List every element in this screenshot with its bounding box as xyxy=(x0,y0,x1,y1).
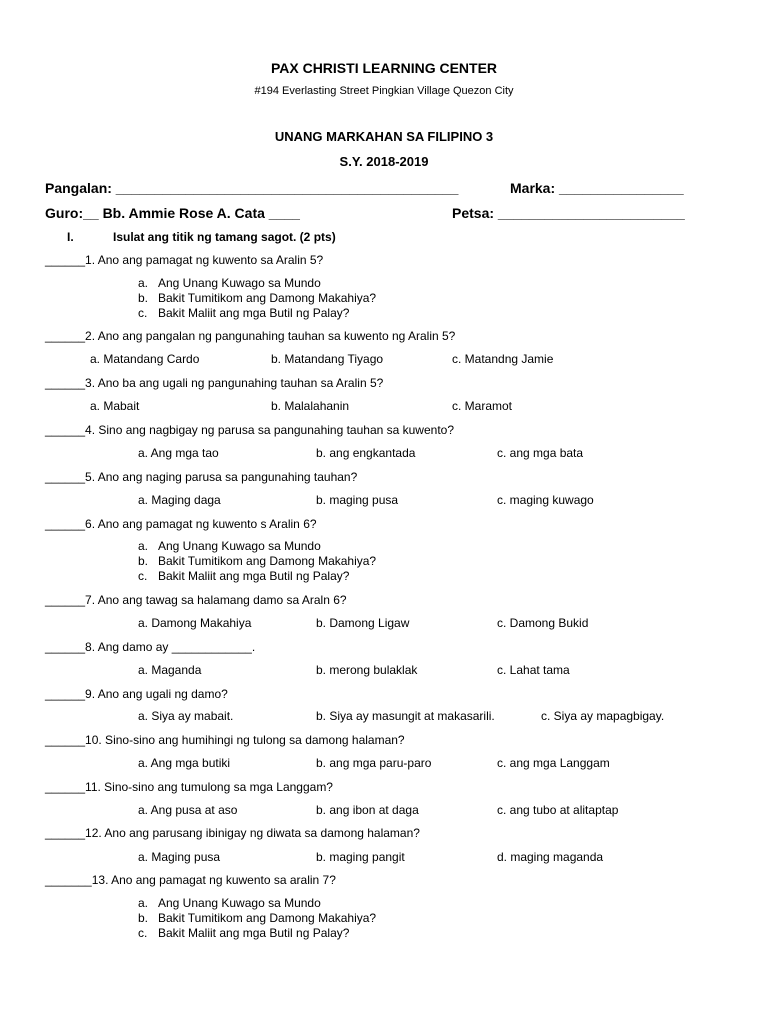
choice-letter: c. xyxy=(138,926,148,940)
choice-text: Ang Unang Kuwago sa Mundo xyxy=(158,276,321,290)
choice-letter: c. xyxy=(138,306,148,320)
choice-a: a. Ang pusa at aso xyxy=(138,803,238,817)
list-item xyxy=(138,896,376,911)
question-4: ______4. Sino ang nagbigay ng parusa sa pangunahing tauhan sa kuwento? xyxy=(45,423,455,437)
exam-title: UNANG MARKAHAN SA FILIPINO 3 xyxy=(274,129,494,144)
question-2: ______2. Ano ang pangalan ng pangunahing tauhan sa kuwento ng Aralin 5? xyxy=(45,329,456,343)
pangalan-field: Pangalan: ____________________________________________ xyxy=(45,180,459,196)
choice-letter: b. xyxy=(138,291,149,305)
choice-a: a. Siya ay mabait. xyxy=(138,709,234,723)
list-item xyxy=(138,911,376,926)
choice-list xyxy=(138,539,376,584)
petsa-field: Petsa: ________________________ xyxy=(452,205,685,221)
choice-c: c. Lahat tama xyxy=(497,663,570,677)
choice-b: b. ang engkantada xyxy=(316,446,416,460)
question-12: ______12. Ano ang parusang ibinigay ng diwata sa damong halaman? xyxy=(45,826,420,840)
school-year: S.Y. 2018-2019 xyxy=(339,154,429,169)
list-item xyxy=(138,569,376,584)
question-13: _______13. Ano ang pamagat ng kuwento sa aralin 7? xyxy=(45,873,336,887)
choice-a: a. Maganda xyxy=(138,663,202,677)
choice-b: b. Damong Ligaw xyxy=(316,616,410,630)
choice-text: Bakit Maliit ang mga Butil ng Palay? xyxy=(158,569,350,583)
choice-c: c. ang mga Langgam xyxy=(497,756,610,770)
choice-text: Ang Unang Kuwago sa Mundo xyxy=(158,896,321,910)
question-9: ______9. Ano ang ugali ng damo? xyxy=(45,687,228,701)
choice-c: c. Damong Bukid xyxy=(497,616,589,630)
instruction-number: I. xyxy=(67,230,74,244)
question-5: ______5. Ano ang naging parusa sa pangunahing tauhan? xyxy=(45,470,358,484)
question-8: ______8. Ang damo ay ____________. xyxy=(45,640,256,654)
choice-b: b. merong bulaklak xyxy=(316,663,418,677)
choice-b: b. ang ibon at daga xyxy=(316,803,419,817)
choice-c: c. ang tubo at alitaptap xyxy=(497,803,619,817)
list-item xyxy=(138,539,376,554)
choice-letter: c. xyxy=(138,569,148,583)
choice-text: Bakit Tumitikom ang Damong Makahiya? xyxy=(158,291,377,305)
list-item xyxy=(138,306,376,321)
choice-b: b. Matandang Tiyago xyxy=(271,352,384,366)
marka-field: Marka: ________________ xyxy=(510,180,684,196)
choice-c: c. Matandng Jamie xyxy=(452,352,554,366)
question-6: ______6. Ano ang pamagat ng kuwento s Aralin 6? xyxy=(45,517,317,531)
choice-a: a. Ang mga tao xyxy=(138,446,219,460)
instruction-text: Isulat ang titik ng tamang sagot. (2 pts) xyxy=(113,230,336,244)
choice-a: a. Matandang Cardo xyxy=(90,352,200,366)
question-11: ______11. Sino-sino ang tumulong sa mga Langgam? xyxy=(45,780,333,794)
list-item xyxy=(138,554,376,569)
choice-letter: a. xyxy=(138,276,149,290)
choice-letter: b. xyxy=(138,554,149,568)
question-1: ______1. Ano ang pamagat ng kuwento sa Aralin 5? xyxy=(45,253,324,267)
school-address: #194 Everlasting Street Pingkian Village Quezon City xyxy=(254,85,514,97)
guro-field: Guro:__ Bb. Ammie Rose A. Cata ____ xyxy=(45,205,300,221)
choice-b: b. Siya ay masungit at makasarili. xyxy=(316,709,495,723)
choice-c: c. maging kuwago xyxy=(497,493,594,507)
choice-text: Bakit Tumitikom ang Damong Makahiya? xyxy=(158,554,377,568)
choice-b: b. maging pusa xyxy=(316,493,399,507)
choice-b: b. ang mga paru-paro xyxy=(316,756,432,770)
list-item xyxy=(138,291,376,306)
list-item xyxy=(138,926,376,941)
choice-d: d. maging maganda xyxy=(497,850,604,864)
choice-b: b. maging pangit xyxy=(316,850,405,864)
choice-a: a. Ang mga butiki xyxy=(138,756,231,770)
choice-list xyxy=(138,276,376,321)
choice-a: a. Maging daga xyxy=(138,493,221,507)
question-3: ______3. Ano ba ang ugali ng pangunahing tauhan sa Aralin 5? xyxy=(45,376,384,390)
question-7: ______7. Ano ang tawag sa halamang damo sa Araln 6? xyxy=(45,593,347,607)
choice-text: Bakit Maliit ang mga Butil ng Palay? xyxy=(158,926,350,940)
choice-a: a. Maging pusa xyxy=(138,850,221,864)
choice-b: b. Malalahanin xyxy=(271,399,350,413)
choice-list xyxy=(138,896,376,941)
choice-c: c. Siya ay mapagbigay. xyxy=(541,709,665,723)
choice-c: c. ang mga bata xyxy=(497,446,584,460)
choice-text: Bakit Maliit ang mga Butil ng Palay? xyxy=(158,306,350,320)
choice-letter: a. xyxy=(138,539,149,553)
question-10: ______10. Sino-sino ang humihingi ng tulong sa damong halaman? xyxy=(45,733,405,747)
choice-letter: a. xyxy=(138,896,149,910)
choice-a: a. Damong Makahiya xyxy=(138,616,252,630)
list-item xyxy=(138,276,376,291)
choice-text: Ang Unang Kuwago sa Mundo xyxy=(158,539,321,553)
choice-c: c. Maramot xyxy=(452,399,513,413)
choice-letter: b. xyxy=(138,911,149,925)
choice-a: a. Mabait xyxy=(90,399,140,413)
school-name: PAX CHRISTI LEARNING CENTER xyxy=(270,60,498,76)
choice-text: Bakit Tumitikom ang Damong Makahiya? xyxy=(158,911,377,925)
